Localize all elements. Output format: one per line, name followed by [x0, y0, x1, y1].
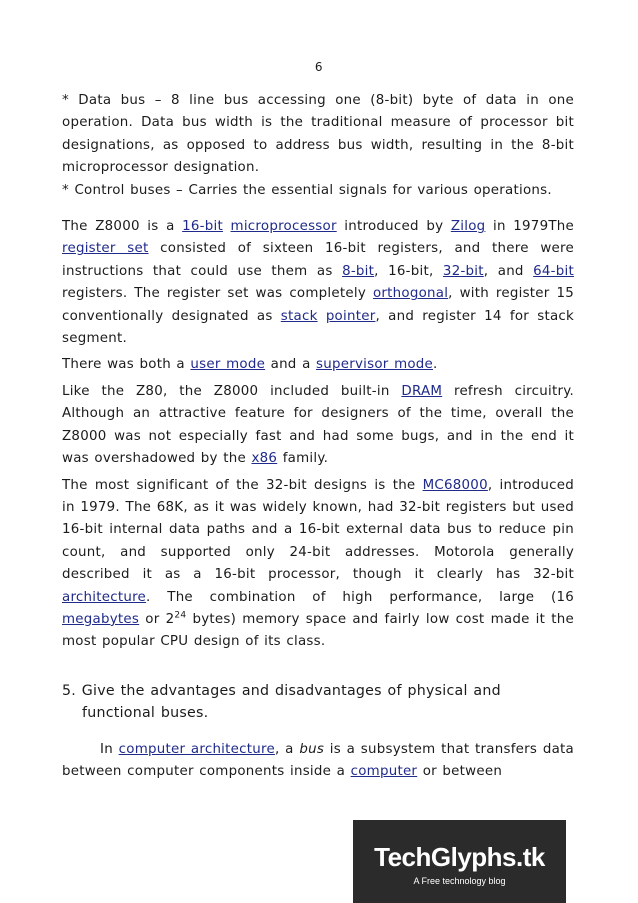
text: bytes) memory space and fairly low cost made it the most popular CPU design of its class.	[62, 611, 575, 650]
link-mc68000[interactable]: MC68000	[422, 477, 488, 493]
text: and a	[265, 357, 317, 373]
text: or 2	[139, 611, 175, 627]
text	[318, 309, 326, 324]
text: consisted of sixteen 16-bit registers, and there were instructions that could use them as	[62, 241, 574, 279]
link-x86[interactable]: x86	[251, 451, 278, 467]
z8000-paragraph	[62, 216, 574, 350]
link-8-bit[interactable]: 8-bit	[342, 263, 375, 279]
question-heading: 5. Give the advantages and disadvantages of physical and functional buses.	[62, 682, 501, 722]
text: Like the Z80, the Z8000 included built-in	[62, 383, 402, 399]
text: , introduced in 1979. The 68K, as it was widely known, had 32-bit registers but used 16-bit internal data paths and a 16-bit external data bus to reduce pin count, and supported only 24-bit addresses. Motorola generally described it as a 16-bit processor, though it clearly has 32-bit	[62, 477, 574, 583]
bus-paragraph	[62, 739, 574, 784]
text: In	[100, 741, 119, 757]
link-16-bit[interactable]: 16-bit	[182, 219, 223, 235]
text: in 1979The	[485, 219, 574, 235]
text: family.	[277, 451, 329, 467]
text: registers. The register set was completely	[62, 286, 373, 302]
link-computer-architecture[interactable]: computer architecture	[118, 741, 275, 757]
text: . The combination of high performance, large (16	[146, 589, 574, 605]
text: introduced by	[336, 219, 451, 235]
badge-subtitle: A Free technology blog	[413, 876, 506, 886]
bullet-data-bus: * Data bus – 8 line bus accessing one (8-bit) byte of data in one operation. Data bus width is the traditional measure of processor bit designations, as opposed to address bus width, resulting in the 8-bit microprocessor designation.	[62, 93, 574, 176]
z80-paragraph	[62, 381, 574, 471]
link-user-mode[interactable]: user mode	[190, 357, 266, 373]
term-bus: bus	[299, 741, 325, 757]
text: , and	[483, 263, 534, 279]
badge-title: TechGlyphs.tk	[374, 842, 545, 872]
text: , and register 14 for stack segment.	[62, 308, 575, 347]
document-body	[62, 90, 574, 783]
text: refresh circuitry. Although an attractive feature for designers of the time, overall the Z8000 was not especially fast and had some bugs, and in the end it was overshadowed by the	[62, 383, 574, 467]
text: or between	[417, 763, 503, 779]
page-number: 6	[314, 60, 324, 74]
link-zilog[interactable]: Zilog	[450, 219, 486, 235]
link-architecture[interactable]: architecture	[62, 589, 147, 605]
text: The Z8000 is a	[62, 219, 183, 235]
link-microprocessor[interactable]: microprocessor	[230, 219, 337, 235]
text: The most significant of the 32-bit designs is the	[62, 477, 423, 493]
text: , a	[274, 741, 300, 757]
link-stack[interactable]: stack	[280, 308, 318, 324]
text: There was both a	[62, 357, 191, 373]
text: , with register 15 conventionally designated as	[62, 286, 574, 324]
link-pointer[interactable]: pointer	[325, 308, 376, 324]
link-64-bit[interactable]: 64-bit	[533, 263, 574, 279]
bullet-control-bus: * Control buses – Carries the essential signals for various operations.	[62, 182, 552, 198]
modes-paragraph	[62, 354, 574, 376]
exponent: 24	[174, 610, 187, 621]
link-supervisor-mode[interactable]: supervisor mode	[316, 357, 434, 373]
text: , 16-bit,	[374, 263, 443, 279]
link-orthogonal[interactable]: orthogonal	[372, 286, 449, 302]
techglyphs-badge[interactable]	[353, 820, 566, 903]
text: .	[433, 357, 438, 373]
mc68000-paragraph	[62, 475, 574, 654]
link-megabytes[interactable]: megabytes	[62, 611, 140, 627]
link-32-bit[interactable]: 32-bit	[442, 263, 484, 279]
link-dram[interactable]: DRAM	[401, 383, 443, 399]
text	[223, 219, 231, 234]
text: is a subsystem that transfers data between computer components inside a	[62, 741, 574, 779]
link-computer[interactable]: computer	[350, 763, 418, 779]
link-register-set[interactable]: register set	[62, 241, 149, 257]
